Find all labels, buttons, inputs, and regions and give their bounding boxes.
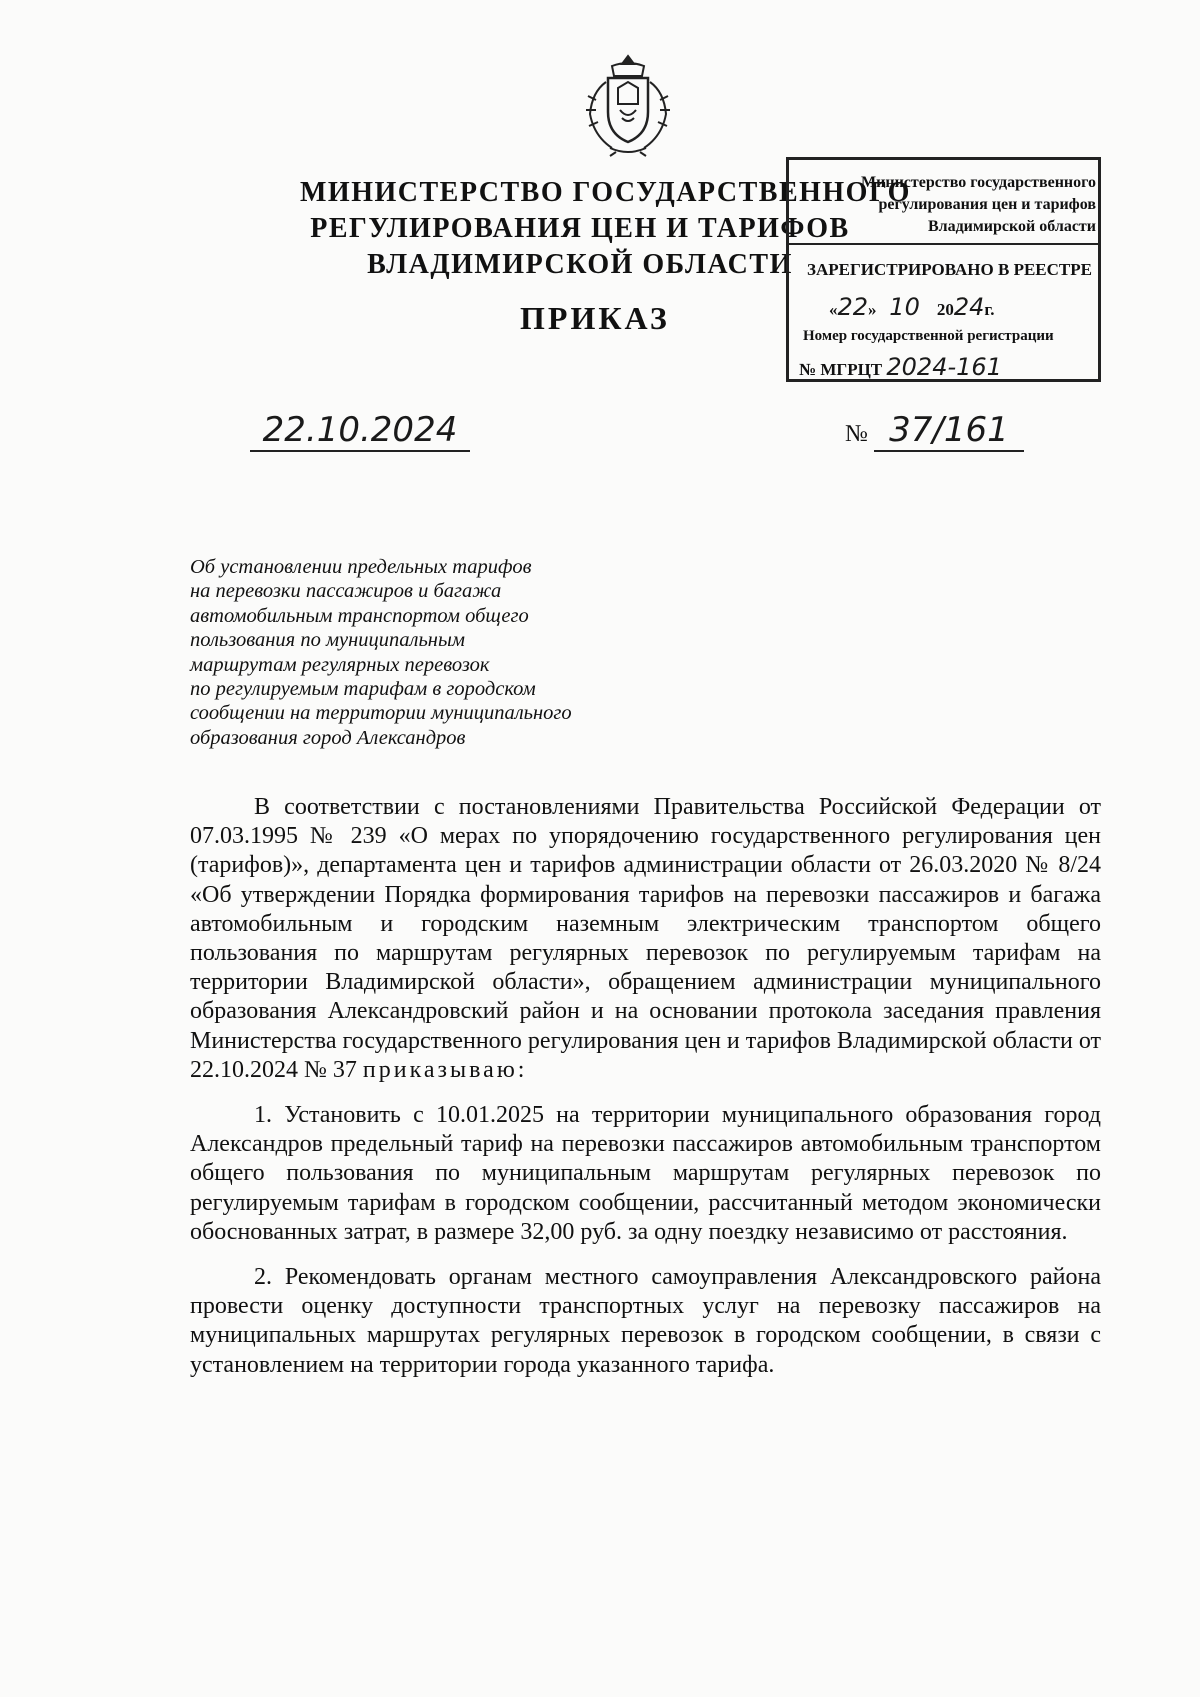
order-number-sign: № (845, 421, 868, 447)
order-word: приказываю: (362, 1056, 528, 1083)
stamp-reg-prefix: № МГРЦТ (799, 360, 883, 379)
order-date-value: 22.10.2024 (262, 410, 458, 450)
stamp-date-year-prefix: 20 (936, 300, 954, 319)
stamp-registered-label: ЗАРЕГИСТРИРОВАНО В РЕЕСТРЕ (807, 260, 1092, 279)
stamp-divider (789, 243, 1098, 245)
stamp-date-year-suffix: 24 (953, 293, 985, 321)
stamp-organization (801, 172, 1096, 238)
stamp-reg-number-label: Номер государственной регистрации (803, 328, 1054, 344)
preamble-text: В соответствии с постановлениями Правительства Российской Федерации от 07.03.1995 № 239 «О мерах по упорядочению государственного регулирования цен (тарифов)», департамента цен и тарифов администрации области от 26.03.2020 № 8/24 «Об утверждении Порядка формирования тарифов на перевозки пассажиров и багажа автомобильным и городским наземным электрическим транспортом общего пользования по маршрутам регулярных перевозок по регулируемым тарифам на территории Владимирской области», обращением администрации муниципального образования Александровский район и на основании протокола заседания правления Министерства государственного регулирования цен и тарифов Владимирской области от 22.10.2024 № 37 (190, 794, 1101, 1083)
subject-line: пользования по муниципальным (190, 629, 465, 652)
stamp-date-day: 22 (837, 293, 869, 321)
preamble-paragraph (190, 793, 1101, 1085)
item-2-paragraph: 2. Рекомендовать органам местного самоуправления Александровского района провести оценку доступности транспортных услуг на перевозку пассажиров на муниципальных маршрутах регулярных перевозок в городском сообщении, в связи с установлением на территории города указанного тарифа. (190, 1264, 1101, 1378)
stamp-reg-number-value: 2024-161 (886, 353, 1002, 381)
stamp-date-g: г. (984, 300, 995, 319)
subject-line: сообщении на территории муниципального (190, 702, 572, 725)
subject-line: Об установлении предельных тарифов (190, 556, 532, 578)
stamp-org-line-1: Министерство государственного (861, 174, 1096, 191)
ministry-header (300, 175, 911, 283)
stamp-date-month: 10 (889, 293, 920, 321)
ministry-name-line-1: МИНИСТЕРСТВО ГОСУДАРСТВЕННОГО (300, 177, 911, 208)
stamp-org-line-3: Владимирской области (927, 218, 1096, 235)
subject-line: на перевозки пассажиров и багажа (190, 580, 502, 603)
subject-line: образования город Александров (190, 726, 466, 749)
order-body (190, 793, 1101, 1396)
subject-line: маршрутам регулярных перевозок (190, 653, 490, 676)
stamp-date-open-quote: « (829, 300, 838, 319)
stamp-date (829, 293, 994, 321)
subject-line: по регулируемым тарифам в городском (190, 678, 536, 701)
order-subject (190, 555, 650, 750)
stamp-reg-number (799, 353, 1002, 381)
subject-line: автомобильным транспортом общего (190, 604, 529, 627)
coat-of-arms-icon (578, 52, 678, 158)
ministry-name-line-3: ВЛАДИМИРСКОЙ ОБЛАСТИ (367, 249, 793, 280)
stamp-date-close-quote: » (868, 300, 877, 319)
item-1-paragraph: 1. Установить с 10.01.2025 на территории муниципального образования город Александров предельный тариф на перевозки пассажиров автомобильным транспортом общего пользования по муниципальным маршрутам регулярных перевозок по регулируемым тарифам в городском сообщении, рассчитанный методом экономически обоснованных затрат, в размере 32,00 руб. за одну поездку независимо от расстояния. (190, 1102, 1101, 1245)
registration-stamp (786, 157, 1101, 382)
order-number-value: 37/161 (889, 410, 1009, 450)
order-date (250, 410, 470, 452)
document-type-title: ПРИКАЗ (520, 300, 670, 336)
ministry-name-line-2: РЕГУЛИРОВАНИЯ ЦЕН И ТАРИФОВ (310, 213, 850, 244)
order-number (845, 410, 1024, 452)
stamp-org-line-2: регулирования цен и тарифов (878, 196, 1096, 213)
